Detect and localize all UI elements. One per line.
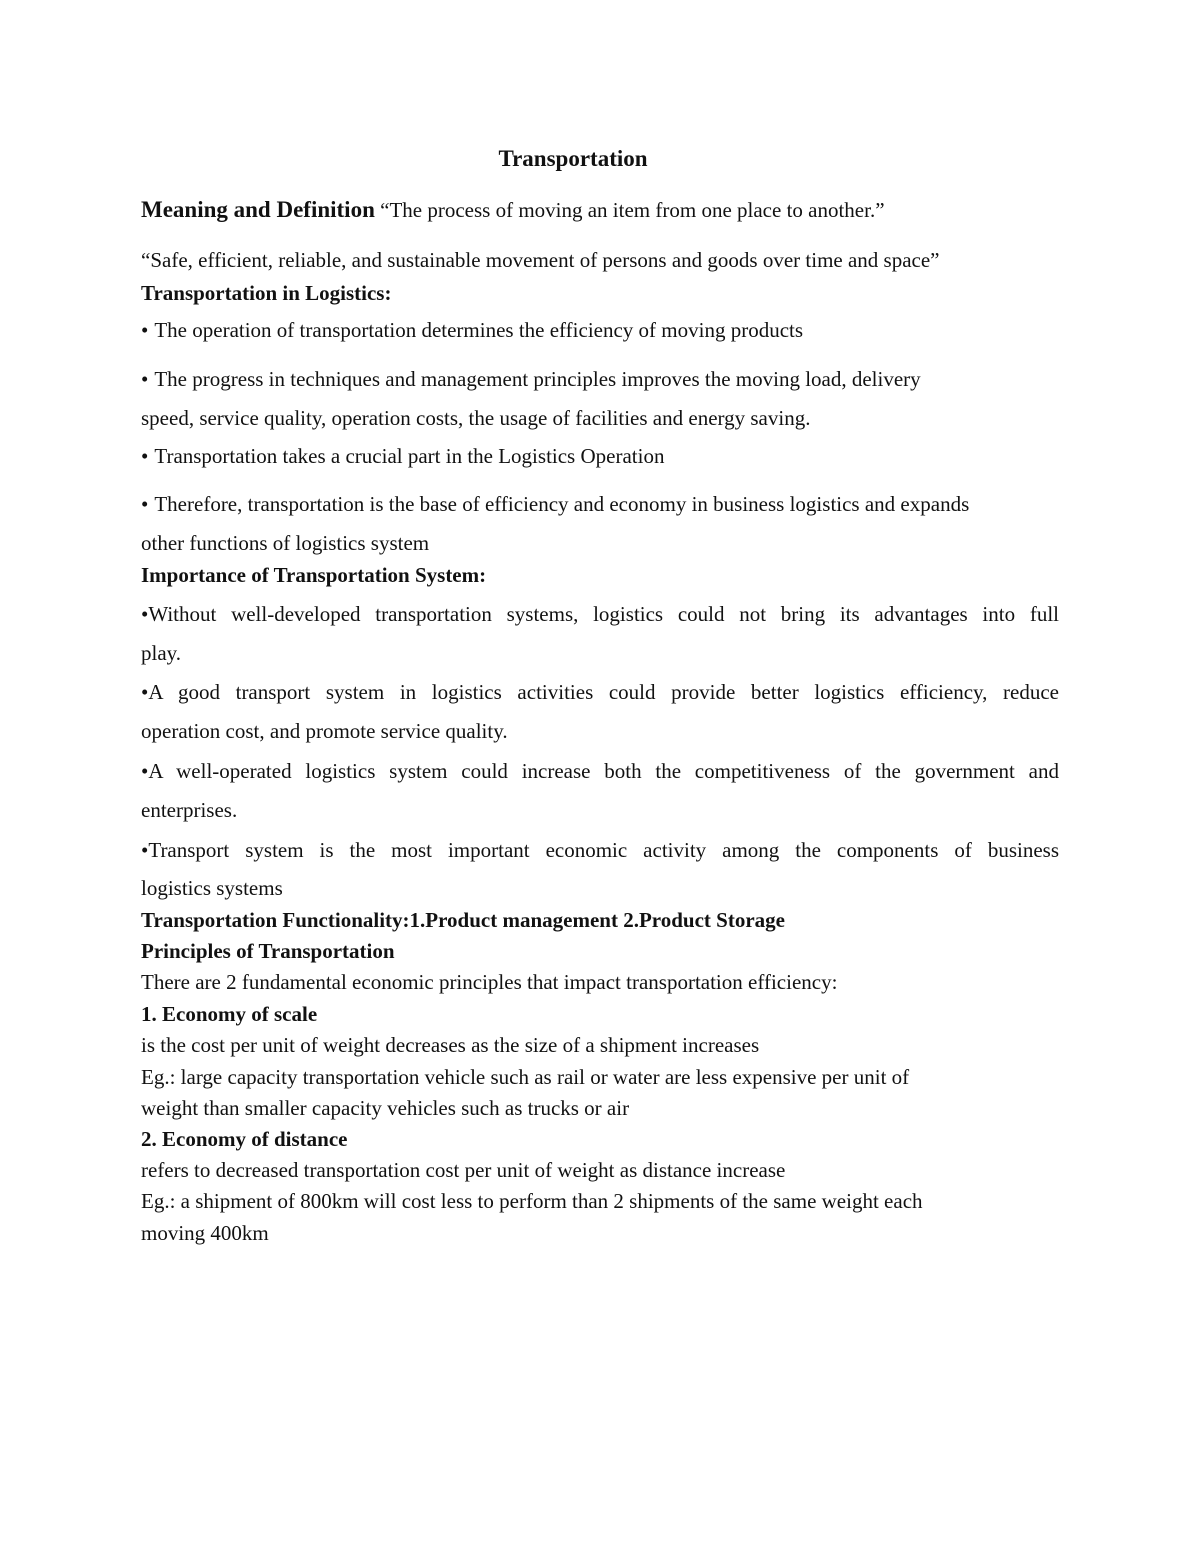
importance-bullet-1-cont: play.	[141, 641, 182, 665]
economy-of-scale-example: Eg.: large capacity transportation vehicle such as rail or water are less expensive per unit of	[141, 1065, 910, 1089]
logistics-bullet-2	[141, 367, 921, 391]
importance-bullet-4: •Transport system is the most important economic activity among the components of business	[141, 838, 1059, 862]
economy-of-distance-example-cont: moving 400km	[141, 1221, 269, 1245]
importance-bullet-1: •Without well-developed transportation systems, logistics could not bring its advantages into full	[141, 602, 1059, 626]
bullet-text: The progress in techniques and management principles improves the moving load, delivery	[154, 367, 921, 391]
meaning-quote-2: “Safe, efficient, reliable, and sustainable movement of persons and goods over time and space”	[141, 248, 940, 272]
economy-of-distance-example: Eg.: a shipment of 800km will cost less to perform than 2 shipments of the same weight each	[141, 1189, 923, 1213]
meaning-line	[141, 198, 885, 222]
meaning-quote-1: “The process of moving an item from one place to another.”	[380, 198, 885, 222]
importance-heading: Importance of Transportation System:	[141, 563, 487, 587]
economy-of-scale-heading: 1. Economy of scale	[141, 1002, 318, 1026]
bullet-text: Transportation takes a crucial part in the Logistics Operation	[154, 444, 665, 468]
bullet-icon: •	[141, 367, 149, 391]
importance-bullet-2-cont: operation cost, and promote service quality.	[141, 719, 508, 743]
importance-bullet-3: •A well-operated logistics system could increase both the competitiveness of the government and	[141, 759, 1059, 783]
meaning-heading: Meaning and Definition	[141, 197, 375, 222]
bullet-text: Therefore, transportation is the base of efficiency and economy in business logistics and expands	[154, 492, 970, 516]
page-title: Transportation	[498, 146, 648, 171]
logistics-bullet-4-cont: other functions of logistics system	[141, 531, 430, 555]
importance-bullet-3-cont: enterprises.	[141, 798, 238, 822]
bullet-icon: •	[141, 492, 149, 516]
bullet-icon: •	[141, 318, 149, 342]
economy-of-distance-heading: 2. Economy of distance	[141, 1127, 348, 1151]
functionality-line: Transportation Functionality:1.Product management 2.Product Storage	[141, 908, 785, 932]
logistics-heading: Transportation in Logistics:	[141, 281, 392, 305]
importance-bullet-4-cont: logistics systems	[141, 876, 283, 900]
logistics-bullet-1	[141, 318, 803, 342]
principles-heading: Principles of Transportation	[141, 939, 395, 963]
logistics-bullet-2-cont: speed, service quality, operation costs, the usage of facilities and energy saving.	[141, 406, 811, 430]
economy-of-scale-definition: is the cost per unit of weight decreases as the size of a shipment increases	[141, 1033, 760, 1057]
principles-intro: There are 2 fundamental economic principles that impact transportation efficiency:	[141, 970, 838, 994]
logistics-bullet-3	[141, 444, 664, 468]
bullet-text: The operation of transportation determines the efficiency of moving products	[154, 318, 804, 342]
economy-of-scale-example-cont: weight than smaller capacity vehicles such as trucks or air	[141, 1096, 630, 1120]
economy-of-distance-definition: refers to decreased transportation cost per unit of weight as distance increase	[141, 1158, 786, 1182]
importance-bullet-2: •A good transport system in logistics activities could provide better logistics efficiency, reduce	[141, 680, 1059, 704]
bullet-icon: •	[141, 444, 149, 468]
logistics-bullet-4	[141, 492, 969, 516]
